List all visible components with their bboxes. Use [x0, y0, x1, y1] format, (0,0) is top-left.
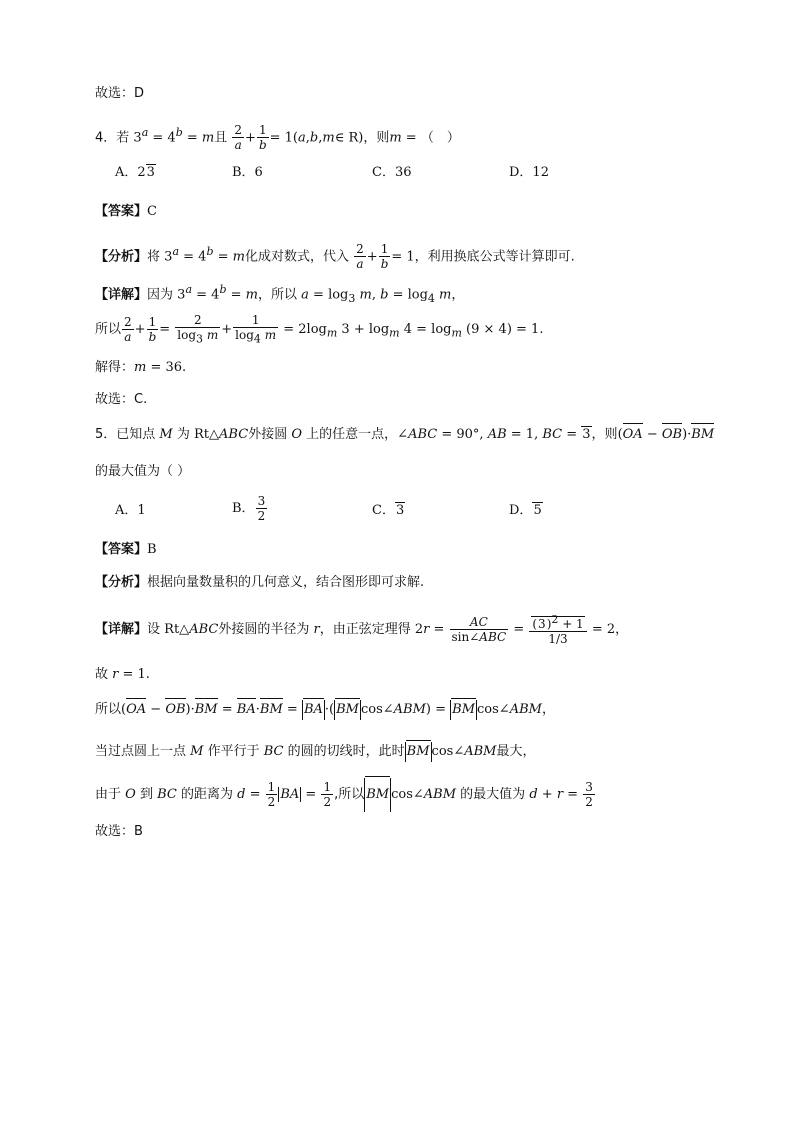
- answer-5: 【答案】B: [95, 542, 157, 557]
- question-5-cont: 的最大值为（ ）: [95, 464, 191, 479]
- answer-selection-d: 故选：D: [95, 86, 145, 101]
- detail-4-c: 解得：m = 36.: [95, 360, 187, 375]
- detail-4-a: 【详解】因为 $3^a = 4^b = m$，所以 $a = \log_3 m$, $b = \log_4 m$，: [95, 283, 465, 305]
- analysis-5: 【分析】根据向量数量积的几何意义，结合图形即可求解.: [95, 575, 425, 590]
- option-c: C．3: [372, 503, 405, 518]
- detail-5-e: 由于 O 到 BC 的距离为 d = $\frac{1}{2}$ BA = $\frac{1}{2}$ ,所以 BM cos∠ABM 的最大值为 d + r = $\frac{3}{2}$: [95, 778, 596, 812]
- option-d: D．12: [509, 165, 549, 180]
- option-b: B．6: [232, 165, 263, 180]
- analysis-4: 【分析】将 $3^a = 4^b = m$化成对数式，代入 $\frac{2}{a}$ + $\frac{1}{b}$ = 1，利用换底公式等计算即可.: [95, 242, 575, 272]
- detail-4-b: 所以 $\frac{2}{a}$ + $\frac{1}{b}$ = $\frac{2}{\log_3 m}$ + $\frac{1}{\log_4 m}$ = $2\log_m$ $3 + \log_m 4 = \log_m (9 \times 4) = 1$.: [95, 313, 544, 346]
- answer-selection-c: 故选：C.: [95, 392, 148, 407]
- question-4: 4．若 $3^a = 4^b = m$且 $\frac{2}{a}$ + $\frac{1}{b}$ = 1(a,b,m∈ R)，则m = （ ）: [95, 123, 460, 153]
- detail-5-d: 当过点圆上一点 M 作平行于 BC 的圆的切线时，此时 BM cos∠ABM最大，: [95, 742, 536, 762]
- answer-selection-b: 故选：B: [95, 824, 143, 839]
- detail-5-b: 故 r = 1.: [95, 667, 150, 682]
- detail-5-a: 【详解】设 Rt△ABC外接圆的半径为 r，由正弦定理得 2r = $\frac{AC}{\text{sin∠ABC}}$ = $\frac{(3)^2 + 1}{1/3}$ = 2，: [95, 613, 629, 646]
- question-5: 5．已知点 M 为 Rt△ABC外接圆 O 上的任意一点，∠ABC = 90°, AB = 1, BC = 3，则(OA − OB)·BM: [95, 425, 714, 445]
- option-c: C．36: [372, 165, 412, 180]
- option-a: A．1: [115, 503, 146, 518]
- option-a: A．23: [115, 165, 155, 180]
- option-b: B． $\frac{3}{2}$: [232, 494, 266, 523]
- answer-4: 【答案】C: [95, 204, 157, 219]
- detail-5-c: 所以(OA − OB)·BM = BA·BM = BA ·( BM cos∠ABM) = BM cos∠ABM，: [95, 700, 555, 720]
- option-d: D．5: [509, 503, 542, 518]
